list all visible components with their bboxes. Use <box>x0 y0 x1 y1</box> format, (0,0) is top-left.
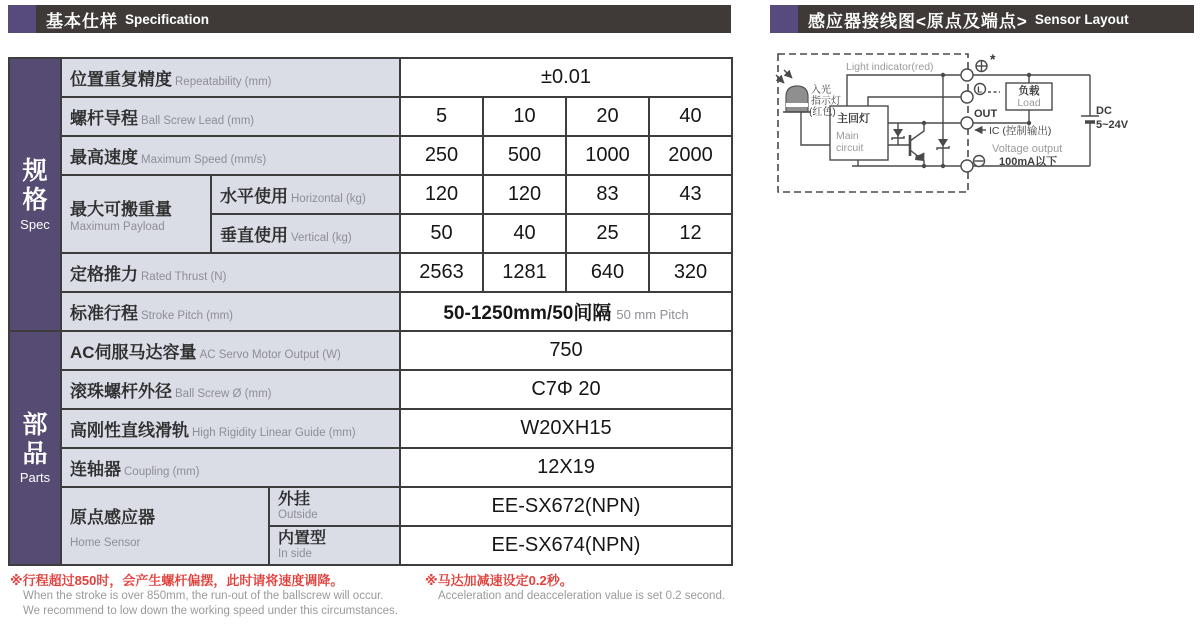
label-zh: 滚珠螺杆外径 <box>70 382 172 401</box>
label-en: Outside <box>278 508 318 521</box>
label-en: Ball Screw Lead (mm) <box>141 115 255 127</box>
label-zh: 高刚性直线滑轨 <box>70 421 189 440</box>
svg-text:IC (控制输出): IC (控制输出) <box>989 125 1052 137</box>
footnote-en: Acceleration and deacceleration value is set 0.2 second. <box>438 590 726 602</box>
value-cell: 5 <box>400 97 483 136</box>
table-row <box>9 448 732 487</box>
incident-light-label: 指示灯 <box>811 96 841 107</box>
table-row <box>9 409 732 448</box>
specification-title-en: Specification <box>125 11 210 27</box>
table-row <box>9 97 732 136</box>
value-cell-coupling: 12X19 <box>400 448 732 487</box>
value-cell-guide: W20XH15 <box>400 409 732 448</box>
footnote-zh: ※马达加减速设定0.2秒。 <box>425 573 573 588</box>
value-cell: 40 <box>649 97 732 136</box>
load-label-zh: 负载 <box>1018 85 1040 97</box>
table-row <box>9 487 732 526</box>
row-label-horizontal <box>211 175 400 214</box>
row-label-linear-guide <box>61 409 400 448</box>
label-en: In side <box>278 547 312 560</box>
label-en: High Rigidity Linear Guide (mm) <box>192 427 356 439</box>
label-en: Ball Screw Ø (mm) <box>175 388 272 400</box>
main-circuit-label-zh: 主回灯 <box>837 113 870 125</box>
led-indicator-icon <box>776 70 811 112</box>
value-cell: 10 <box>483 97 566 136</box>
row-label-ball-screw-dia <box>61 370 400 409</box>
label-zh: 内置型 <box>278 530 327 548</box>
dc-voltage-label: 5~24V <box>1096 119 1129 131</box>
sensor-layout-title-zh: 感应器接线图<原点及端点> <box>808 11 1028 31</box>
value-cell: 320 <box>649 253 732 292</box>
sidebar-spec-label-en: Spec <box>20 216 50 232</box>
row-label-outside <box>269 487 400 526</box>
terminal-plus <box>961 51 996 81</box>
sidebar-parts-label-zh: 部品 <box>22 410 48 468</box>
label-en: Maximum Speed (mm/s) <box>141 154 267 166</box>
table-row <box>9 370 732 409</box>
label-zh: 位置重复精度 <box>70 70 172 89</box>
table-row <box>9 292 732 331</box>
value-cell: 40 <box>483 214 566 253</box>
load-box <box>1006 83 1052 110</box>
label-en: Rated Thrust (N) <box>141 271 227 283</box>
stroke-value-en: 50 mm Pitch <box>616 307 689 322</box>
label-zh: 连轴器 <box>70 460 121 479</box>
label-en: Maximum Payload <box>70 221 165 233</box>
value-cell: 20 <box>566 97 649 136</box>
value-cell: 83 <box>566 175 649 214</box>
sidebar-parts-section <box>9 331 61 565</box>
sidebar-parts-label-en: Parts <box>19 470 51 486</box>
value-cell: 1281 <box>483 253 566 292</box>
label-zh: 最大可搬重量 <box>70 200 172 219</box>
label-en: Vertical (kg) <box>291 232 352 244</box>
value-cell: 500 <box>483 136 566 175</box>
footnote-acceleration <box>425 570 755 604</box>
current-limit-label: 100mA以下 <box>999 156 1058 168</box>
value-cell-stroke <box>400 292 732 331</box>
voltage-output-label: Voltage output <box>992 143 1063 155</box>
label-en: Stroke Pitch (mm) <box>141 310 234 322</box>
row-label-max-payload <box>61 175 211 253</box>
table-row <box>9 136 732 175</box>
label-en: Repeatability (mm) <box>175 76 272 88</box>
label-en: Horizontal (kg) <box>291 193 366 205</box>
value-cell: 25 <box>566 214 649 253</box>
row-label-rated-thrust <box>61 253 400 292</box>
incident-light-label: 入光 <box>811 85 831 96</box>
value-cell-sensor-outside: EE-SX672(NPN) <box>400 487 732 526</box>
specification-title-zh: 基本仕样 <box>46 11 118 31</box>
row-label-repeatability <box>61 58 400 97</box>
label-en: Coupling (mm) <box>124 466 200 478</box>
row-label-servo-motor <box>61 331 400 370</box>
row-label-stroke-pitch <box>61 292 400 331</box>
value-cell: 120 <box>400 175 483 214</box>
header-accent-square <box>8 5 36 33</box>
label-zh: 定格推力 <box>70 265 138 284</box>
asterisk-marker: * <box>990 51 996 67</box>
table-row <box>9 253 732 292</box>
footnote-en: When the stroke is over 850mm, the run-out of the ballscrew will occur. <box>23 590 384 602</box>
sensor-wiring-diagram <box>770 45 1200 225</box>
label-zh: AC伺服马达容量 <box>70 343 197 362</box>
label-zh: 外挂 <box>278 491 311 509</box>
value-cell: 120 <box>483 175 566 214</box>
header-accent-square <box>770 5 798 33</box>
value-cell-screw: C7Φ 20 <box>400 370 732 409</box>
value-cell-motor: 750 <box>400 331 732 370</box>
row-label-ball-screw-lead <box>61 97 400 136</box>
value-cell: 2000 <box>649 136 732 175</box>
value-cell: 43 <box>649 175 732 214</box>
terminal-light <box>961 84 1000 104</box>
value-cell: 2563 <box>400 253 483 292</box>
row-label-home-sensor <box>61 487 269 565</box>
stroke-value-zh: 50-1250mm/50间隔 <box>443 303 612 324</box>
table-row <box>9 175 732 214</box>
footnote-en: We recommend to low down the working speed under this circumstances. <box>23 604 398 617</box>
main-circuit-label-en: Main <box>836 130 859 142</box>
main-circuit-box <box>830 106 888 160</box>
footnote-zh: ※行程超过850时，会产生螺杆偏摆，此时请将速度调降。 <box>10 573 344 588</box>
value-cell: 1000 <box>566 136 649 175</box>
row-label-inside <box>269 526 400 565</box>
row-label-vertical <box>211 214 400 253</box>
label-en: Home Sensor <box>70 537 141 549</box>
specification-table <box>8 57 733 566</box>
label-zh: 标准行程 <box>70 304 138 323</box>
table-row <box>9 331 732 370</box>
label-zh: 原点感应器 <box>70 508 155 527</box>
value-cell-repeatability: ±0.01 <box>400 58 732 97</box>
dc-label: DC <box>1096 105 1112 117</box>
ic-output-label <box>975 124 1051 137</box>
row-label-max-speed <box>61 136 400 175</box>
sensor-layout-header-bar <box>770 5 1194 33</box>
main-circuit-label-en: circuit <box>836 142 864 154</box>
out-label: OUT <box>974 108 998 120</box>
label-zh: 最高速度 <box>70 148 138 167</box>
sidebar-spec-label-zh: 规格 <box>22 157 48 214</box>
value-cell: 640 <box>566 253 649 292</box>
light-indicator-label: Light indicator(red) <box>846 61 934 73</box>
value-cell-sensor-inside: EE-SX674(NPN) <box>400 526 732 565</box>
table-row <box>9 58 732 97</box>
load-label-en: Load <box>1017 97 1041 109</box>
row-label-coupling <box>61 448 400 487</box>
label-zh: 螺杆导程 <box>70 109 138 128</box>
footnote-stroke-warning <box>10 570 420 619</box>
battery-icon <box>1081 105 1129 131</box>
label-zh: 垂直使用 <box>220 226 288 245</box>
value-cell: 50 <box>400 214 483 253</box>
sensor-layout-title-en: Sensor Layout <box>1034 11 1129 27</box>
label-en: AC Servo Motor Output (W) <box>199 349 341 361</box>
value-cell: 12 <box>649 214 732 253</box>
value-cell: 250 <box>400 136 483 175</box>
label-zh: 水平使用 <box>220 187 288 206</box>
sidebar-spec-section <box>9 58 61 331</box>
transistor-icon <box>910 123 924 166</box>
zener-diode-icon <box>892 129 949 150</box>
specification-header-bar <box>8 5 731 33</box>
terminal-minus <box>961 156 985 173</box>
light-terminal-symbol: L <box>977 84 983 95</box>
incident-light-label: (红色) <box>809 107 836 118</box>
